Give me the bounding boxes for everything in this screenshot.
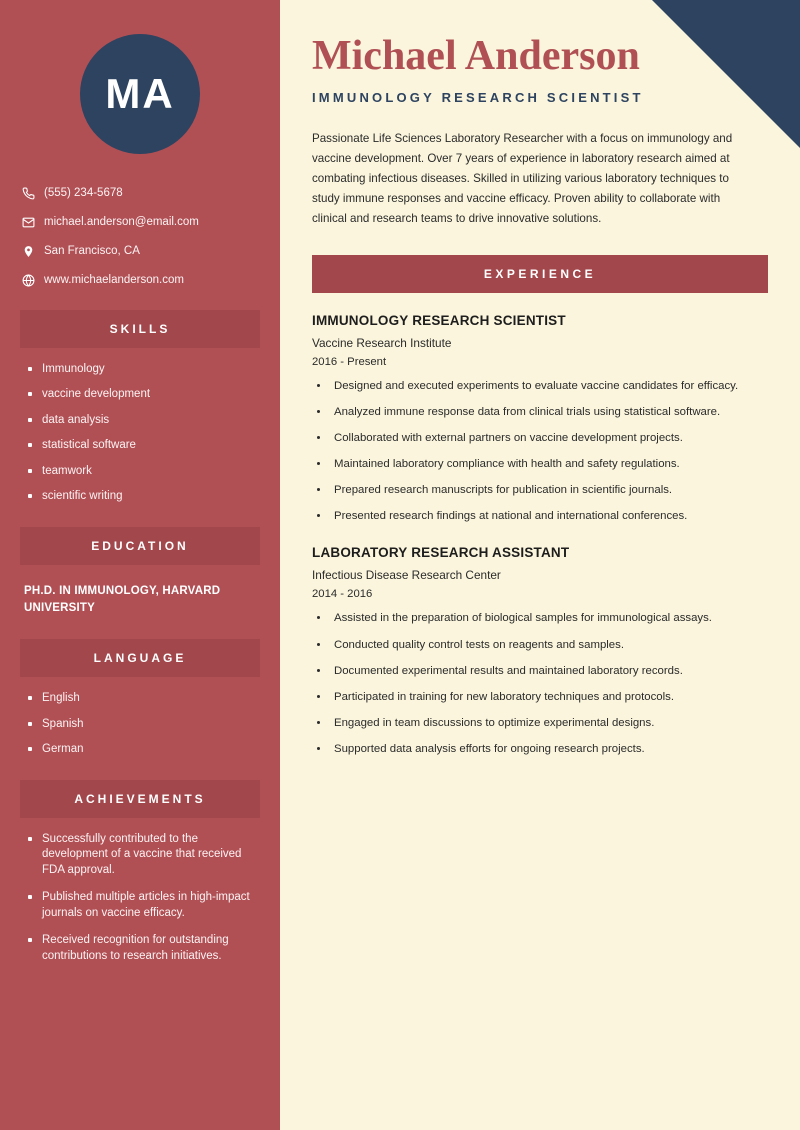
list-item: Successfully contributed to the development of a vaccine that received FDA approval. xyxy=(26,832,260,879)
list-item: teamwork xyxy=(26,464,260,480)
job-company: Vaccine Research Institute xyxy=(312,335,452,350)
list-item: statistical software xyxy=(26,438,260,454)
job-role: IMMUNOLOGY RESEARCH SCIENTIST xyxy=(312,312,566,328)
professional-summary: Passionate Life Sciences Laboratory Researcher with a focus on immunology and vaccine development. Over 7 years of experience in laboratory research aimed at combating infectious diseases. Skilled in utilizing various laboratory techniques to study immune responses and vaccine efficacy. Proven ability to collaborate with clinical and research teams to drive innovative solutions. xyxy=(312,132,733,225)
contact-phone xyxy=(22,186,260,201)
language-list xyxy=(20,691,260,758)
list-item: • Supported data analysis efforts for ongoing research projects. xyxy=(330,741,768,758)
professional-title: IMMUNOLOGY RESEARCH SCIENTIST xyxy=(312,90,644,106)
job-dates: 2014 - 2016 xyxy=(312,588,373,601)
avatar-container xyxy=(20,34,260,154)
job-role: LABORATORY RESEARCH ASSISTANT xyxy=(312,545,570,561)
list-item: • Documented experimental results and maintained laboratory records. xyxy=(330,663,768,680)
job-company: Infectious Disease Research Center xyxy=(312,568,501,583)
list-item: • Prepared research manuscripts for publication in scientific journals. xyxy=(330,482,768,499)
skills-heading: SKILLS xyxy=(20,310,260,348)
list-item: Spanish xyxy=(26,717,260,733)
job-dates: 2016 - Present xyxy=(312,355,387,368)
contact-list xyxy=(20,186,260,288)
list-item: vaccine development xyxy=(26,387,260,403)
job-bullet-list xyxy=(312,610,768,758)
language-heading: LANGUAGE xyxy=(20,639,260,677)
experience-heading: EXPERIENCE xyxy=(312,255,768,293)
contact-phone-text: (555) 234-5678 xyxy=(44,187,123,199)
contact-email-text: michael.anderson@email.com xyxy=(44,215,199,228)
contact-location-text: San Francisco, CA xyxy=(44,244,140,257)
list-item: • Designed and executed experiments to evaluate vaccine candidates for efficacy. xyxy=(330,378,768,395)
list-item: Published multiple articles in high-impact journals on vaccine efficacy. xyxy=(26,890,260,921)
list-item: • Collaborated with external partners on vaccine development projects. xyxy=(330,430,768,447)
list-item: • Maintained laboratory compliance with health and safety regulations. xyxy=(330,456,768,473)
main-content xyxy=(280,0,800,1130)
list-item: data analysis xyxy=(26,413,260,429)
contact-email xyxy=(22,215,260,230)
achievements-list xyxy=(20,832,260,965)
list-item: • Presented research findings at national and international conferences. xyxy=(330,508,768,525)
skills-list xyxy=(20,362,260,505)
experience-entry xyxy=(312,313,768,526)
page-title: Michael Anderson xyxy=(312,33,640,79)
sidebar xyxy=(0,0,280,1130)
list-item: • Assisted in the preparation of biological samples for immunological assays. xyxy=(330,610,768,627)
achievements-heading: ACHIEVEMENTS xyxy=(20,780,260,818)
list-item: • Participated in training for new laboratory techniques and protocols. xyxy=(330,689,768,706)
experience-entry xyxy=(312,545,768,758)
list-item: • Engaged in team discussions to optimize experimental designs. xyxy=(330,715,768,732)
list-item: scientific writing xyxy=(26,489,260,505)
list-item: Immunology xyxy=(26,362,260,378)
avatar: MA xyxy=(80,34,200,154)
job-bullet-list xyxy=(312,378,768,526)
education-degree: PH.D. IN IMMUNOLOGY, HARVARD UNIVERSITY xyxy=(24,584,221,615)
list-item: English xyxy=(26,691,260,707)
location-icon xyxy=(22,245,44,258)
list-item: German xyxy=(26,742,260,758)
contact-website xyxy=(22,273,260,288)
phone-icon xyxy=(22,187,44,200)
education-heading: EDUCATION xyxy=(20,527,260,565)
contact-location xyxy=(22,244,260,259)
email-icon xyxy=(22,216,44,229)
globe-icon xyxy=(22,274,44,287)
list-item: Received recognition for outstanding contributions to research initiatives. xyxy=(26,933,260,964)
contact-website-text: www.michaelanderson.com xyxy=(44,273,184,286)
list-item: • Analyzed immune response data from clinical trials using statistical software. xyxy=(330,404,768,421)
list-item: • Conducted quality control tests on reagents and samples. xyxy=(330,637,768,654)
